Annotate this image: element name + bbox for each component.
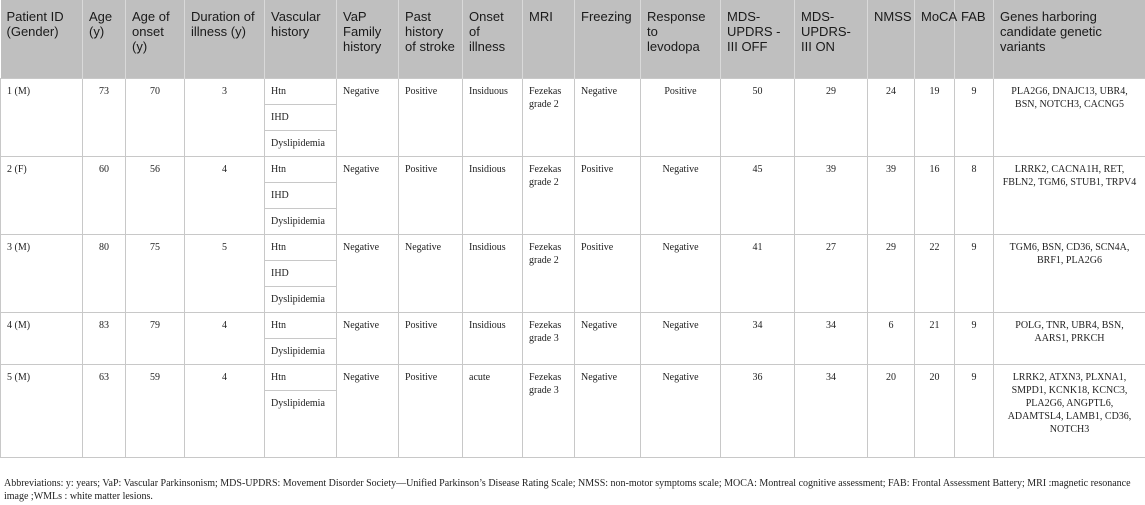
header-duration: Duration of illness (y) (185, 0, 265, 78)
cell-vascular-item: IHD (265, 182, 337, 208)
cell-mri: Fezekas grade 3 (523, 312, 575, 364)
header-nmss: NMSS (868, 0, 915, 78)
cell-duration: 3 (185, 78, 265, 156)
cell-levodopa: Negative (641, 312, 721, 364)
cell-moca: 16 (915, 156, 955, 234)
table-row (1, 78, 1145, 104)
cell-updrs-off: 41 (721, 234, 795, 312)
cell-stroke-history: Positive (399, 364, 463, 457)
cell-levodopa: Negative (641, 156, 721, 234)
table-header (1, 0, 1145, 78)
cell-genes: POLG, TNR, UBR4, BSN, AARS1, PRKCH (994, 312, 1145, 364)
cell-vascular-item: IHD (265, 104, 337, 130)
cell-patient-id: 3 (M) (1, 234, 83, 312)
cell-age: 60 (83, 156, 126, 234)
cell-nmss: 24 (868, 78, 915, 156)
cell-freezing: Positive (575, 234, 641, 312)
header-moca: MoCA (915, 0, 955, 78)
cell-nmss: 6 (868, 312, 915, 364)
cell-freezing: Negative (575, 364, 641, 457)
cell-duration: 4 (185, 156, 265, 234)
cell-nmss: 39 (868, 156, 915, 234)
table-row (1, 312, 1145, 338)
cell-onset: Insidious (463, 156, 523, 234)
header-onset: Onset of illness (463, 0, 523, 78)
cell-updrs-off: 34 (721, 312, 795, 364)
cell-vascular-item: Dyslipidemia (265, 390, 337, 457)
cell-mri: Fezekas grade 2 (523, 156, 575, 234)
cell-duration: 5 (185, 234, 265, 312)
cell-stroke-history: Positive (399, 312, 463, 364)
cell-updrs-on: 29 (795, 78, 868, 156)
cell-genes: TGM6, BSN, CD36, SCN4A, BRF1, PLA2G6 (994, 234, 1145, 312)
cell-fab: 8 (955, 156, 994, 234)
cell-age: 80 (83, 234, 126, 312)
cell-family-history: Negative (337, 78, 399, 156)
cell-nmss: 20 (868, 364, 915, 457)
cell-patient-id: 4 (M) (1, 312, 83, 364)
cell-genes: LRRK2, ATXN3, PLXNA1, SMPD1, KCNK18, KCNC3, PLA2G6, ANGPTL6, ADAMTSL4, LAMB1, CD36, NOTCH3 (994, 364, 1145, 457)
cell-moca: 20 (915, 364, 955, 457)
table-row (1, 364, 1145, 390)
cell-updrs-off: 45 (721, 156, 795, 234)
cell-patient-id: 1 (M) (1, 78, 83, 156)
cell-updrs-off: 50 (721, 78, 795, 156)
cell-family-history: Negative (337, 312, 399, 364)
header-age: Age (y) (83, 0, 126, 78)
cell-freezing: Positive (575, 156, 641, 234)
header-row (1, 0, 1145, 78)
cell-fab: 9 (955, 234, 994, 312)
cell-age: 83 (83, 312, 126, 364)
cell-duration: 4 (185, 312, 265, 364)
cell-family-history: Negative (337, 234, 399, 312)
cell-family-history: Negative (337, 364, 399, 457)
cell-onset: Insidious (463, 234, 523, 312)
header-freezing: Freezing (575, 0, 641, 78)
cell-vascular-item: Htn (265, 364, 337, 390)
cell-updrs-off: 36 (721, 364, 795, 457)
header-age-of-onset: Age of onset (y) (126, 0, 185, 78)
cell-vascular-item: Dyslipidemia (265, 208, 337, 234)
cell-age: 63 (83, 364, 126, 457)
cell-vascular-item: Htn (265, 156, 337, 182)
cell-moca: 22 (915, 234, 955, 312)
cell-vascular-item: Dyslipidemia (265, 286, 337, 312)
cell-vascular-item: Htn (265, 234, 337, 260)
cell-age-of-onset: 59 (126, 364, 185, 457)
header-updrs-off: MDS-UPDRS -III OFF (721, 0, 795, 78)
header-genes: Genes harboring candidate genetic variants (994, 0, 1145, 78)
header-patient-id: Patient ID (Gender) (1, 0, 83, 78)
cell-vascular-item: Htn (265, 78, 337, 104)
cell-vascular-item: IHD (265, 260, 337, 286)
header-vascular-history: Vascular history (265, 0, 337, 78)
cell-vascular-item: Dyslipidemia (265, 338, 337, 364)
cell-mri: Fezekas grade 2 (523, 234, 575, 312)
header-levodopa: Response to levodopa (641, 0, 721, 78)
cell-patient-id: 2 (F) (1, 156, 83, 234)
cell-mri: Fezekas grade 3 (523, 364, 575, 457)
header-fab: FAB (955, 0, 994, 78)
cell-nmss: 29 (868, 234, 915, 312)
cell-updrs-on: 34 (795, 364, 868, 457)
header-stroke-history: Past history of stroke (399, 0, 463, 78)
header-mri: MRI (523, 0, 575, 78)
cell-age: 73 (83, 78, 126, 156)
cell-updrs-on: 39 (795, 156, 868, 234)
cell-patient-id: 5 (M) (1, 364, 83, 457)
cell-vascular-item: Dyslipidemia (265, 130, 337, 156)
table-row (1, 234, 1145, 260)
cell-duration: 4 (185, 364, 265, 457)
cell-vascular-item: Htn (265, 312, 337, 338)
cell-fab: 9 (955, 78, 994, 156)
cell-onset: Insiduous (463, 78, 523, 156)
cell-genes: PLA2G6, DNAJC13, UBR4, BSN, NOTCH3, CACNG5 (994, 78, 1145, 156)
cell-stroke-history: Positive (399, 156, 463, 234)
cell-onset: acute (463, 364, 523, 457)
cell-levodopa: Positive (641, 78, 721, 156)
header-family-history: VaP Family history (337, 0, 399, 78)
table-row (1, 156, 1145, 182)
cell-fab: 9 (955, 364, 994, 457)
cell-updrs-on: 34 (795, 312, 868, 364)
cell-stroke-history: Negative (399, 234, 463, 312)
table-footnote: Abbreviations: y: years; VaP: Vascular Parkinsonism; MDS-UPDRS: Movement Disorder Society—Unified Parkinson’s Disease Rating Scale; NMSS: non-motor symptoms scale; MOCA: Montreal cognitive assessment; FAB: Frontal Assessment Battery; MRI :magnetic resonance image ;WMLs : white matter lesions. (4, 478, 1131, 502)
header-updrs-on: MDS-UPDRS-III ON (795, 0, 868, 78)
cell-fab: 9 (955, 312, 994, 364)
cell-stroke-history: Positive (399, 78, 463, 156)
cell-age-of-onset: 75 (126, 234, 185, 312)
cell-age-of-onset: 70 (126, 78, 185, 156)
cell-freezing: Negative (575, 78, 641, 156)
cell-onset: Insidious (463, 312, 523, 364)
cell-updrs-on: 27 (795, 234, 868, 312)
cell-levodopa: Negative (641, 364, 721, 457)
cell-family-history: Negative (337, 156, 399, 234)
cell-age-of-onset: 79 (126, 312, 185, 364)
cell-moca: 19 (915, 78, 955, 156)
cell-freezing: Negative (575, 312, 641, 364)
cell-genes: LRRK2, CACNA1H, RET, FBLN2, TGM6, STUB1, TRPV4 (994, 156, 1145, 234)
cell-mri: Fezekas grade 2 (523, 78, 575, 156)
table-body (1, 78, 1145, 457)
cell-moca: 21 (915, 312, 955, 364)
cell-age-of-onset: 56 (126, 156, 185, 234)
cell-levodopa: Negative (641, 234, 721, 312)
